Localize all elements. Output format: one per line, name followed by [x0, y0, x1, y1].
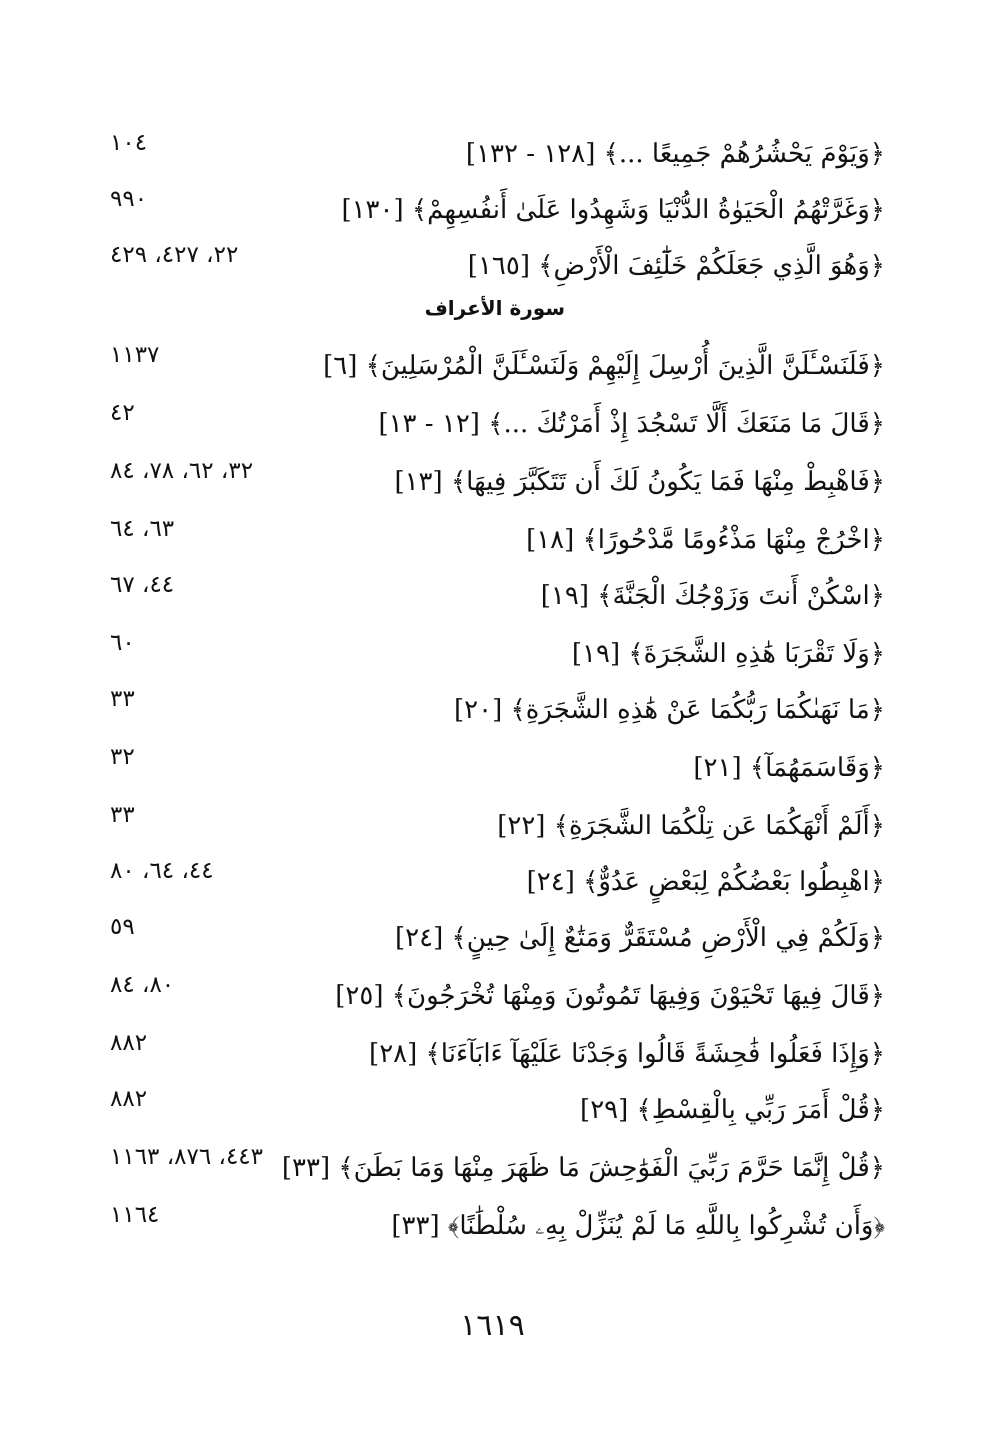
section-heading: سورة الأعراف — [424, 296, 565, 320]
index-entry — [110, 186, 885, 230]
verse-text: ﴿اهْبِطُوا بَعْضُكُمْ لِبَعْضٍ عَدُوٌّ﴾ [٢٤] — [526, 867, 885, 897]
verse-text: ﴿قَالَ مَا مَنَعَكَ أَلَّا تَسْجُدَ إِذْ أَمَرْتُكَ ...﴾ [١٢ - ١٣] — [378, 409, 885, 439]
verse-text: ﴿قَالَ فِيهَا تَحْيَوْنَ وَفِيهَا تَمُوتُونَ وَمِنْهَا تُخْرَجُونَ﴾ [٢٥] — [335, 981, 885, 1011]
verse-text: ﴿قُلْ إِنَّمَا حَرَّمَ رَبِّيَ الْفَوَٰحِشَ مَا ظَهَرَ مِنْهَا وَمَا بَطَنَ﴾ [٣٣] — [281, 1153, 885, 1183]
verse-text: ﴿اسْكُنْ أَنتَ وَزَوْجُكَ الْجَنَّةَ﴾ [١٩] — [540, 581, 885, 611]
page-references: ٨٨٢ — [110, 1030, 148, 1056]
verse-text: ﴿فَاهْبِطْ مِنْهَا فَمَا يَكُونُ لَكَ أَن تَتَكَبَّرَ فِيهَا﴾ [١٣] — [394, 467, 885, 497]
page-references: ٩٩٠ — [110, 186, 148, 212]
page-references: ١١٣٧ — [110, 342, 160, 368]
index-entry — [110, 914, 885, 958]
page-references: ٨٠، ٨٤ — [110, 972, 175, 998]
verse-text: ﴿وَغَرَّتْهُمُ الْحَيَوٰةُ الدُّنْيَا وَشَهِدُوا عَلَىٰ أَنفُسِهِمْ﴾ [١٣٠] — [341, 195, 885, 225]
verse-text: ﴿وَهُوَ الَّذِي جَعَلَكُمْ خَلَٰٓئِفَ الْأَرْضِ﴾ [١٦٥] — [467, 251, 885, 281]
page-references: ٢٢، ٤٢٧، ٤٢٩ — [110, 242, 239, 268]
page-references: ٦٣، ٦٤ — [110, 516, 175, 542]
verse-text: ﴿فَلَنَسْـَٔلَنَّ الَّذِينَ أُرْسِلَ إِلَيْهِمْ وَلَنَسْـَٔلَنَّ الْمُرْسَلِينَ﴾ [٦] — [323, 351, 885, 381]
index-entry — [110, 458, 885, 502]
index-entry — [110, 686, 885, 730]
index-entry — [110, 1144, 885, 1188]
verse-text: ﴿قُلْ أَمَرَ رَبِّي بِالْقِسْطِ﴾ [٢٩] — [580, 1095, 885, 1125]
page-references: ٨٨٢ — [110, 1086, 148, 1112]
index-entry — [110, 744, 885, 788]
verse-text: ﴿مَا نَهَىٰكُمَا رَبُّكُمَا عَنْ هَٰذِهِ الشَّجَرَةِ﴾ [٢٠] — [453, 695, 885, 725]
page-references: ١٠٤ — [110, 130, 148, 156]
index-entry — [110, 1030, 885, 1074]
page-references: ٤٤، ٦٤، ٨٠ — [110, 858, 214, 884]
page-references: ٣٢ — [110, 744, 135, 770]
verse-text: ﴿وَيَوْمَ يَحْشُرُهُمْ جَمِيعًا ...﴾ [١٢٨ - ١٣٢] — [465, 139, 885, 169]
page-number: ١٦١٩ — [460, 1308, 525, 1343]
page-references: ٣٣ — [110, 686, 135, 712]
verse-text: ﴿وَلَا تَقْرَبَا هَٰذِهِ الشَّجَرَةَ﴾ [١٩] — [571, 639, 885, 669]
page-references: ٦٠ — [110, 630, 135, 656]
verse-text: ﴿وَلَكُمْ فِي الْأَرْضِ مُسْتَقَرٌّ وَمَتَٰعٌ إِلَىٰ حِينٍ﴾ [٢٤] — [395, 923, 885, 953]
verse-text: ﴿أَلَمْ أَنْهَكُمَا عَن تِلْكُمَا الشَّجَرَةِ﴾ [٢٢] — [497, 811, 885, 841]
page-references: ٤٢ — [110, 400, 135, 426]
page-references: ٤٤٣، ٨٧٦، ١١٦٣ — [110, 1144, 264, 1170]
index-entry — [110, 242, 885, 286]
verse-text: ﴿اخْرُجْ مِنْهَا مَذْءُومًا مَّدْحُورًا﴾ [١٨] — [526, 525, 885, 555]
index-entry — [110, 802, 885, 846]
index-entry — [110, 972, 885, 1016]
index-entry — [110, 342, 885, 386]
verse-text: ﴿وَإِذَا فَعَلُوا فَٰحِشَةً قَالُوا وَجَدْنَا عَلَيْهَآ ءَابَآءَنَا﴾ [٢٨] — [369, 1039, 885, 1069]
page-references: ٣٢، ٦٢، ٧٨، ٨٤ — [110, 458, 254, 484]
index-entry — [110, 400, 885, 444]
index-entry — [110, 1086, 885, 1130]
index-entry — [110, 130, 885, 174]
verse-text: ﴿وَأَن تُشْرِكُوا بِاللَّهِ مَا لَمْ يُنَزِّلْ بِهِۦ سُلْطَٰنًا﴾ [٣٣] — [391, 1210, 885, 1241]
index-entry — [110, 858, 885, 902]
page-references: ٥٩ — [110, 914, 135, 940]
index-entry — [110, 572, 885, 616]
page-references: ٣٣ — [110, 802, 135, 828]
page-references: ١١٦٤ — [110, 1202, 160, 1228]
index-entry — [110, 630, 885, 674]
index-entry — [110, 1202, 885, 1246]
index-entry — [110, 516, 885, 560]
verse-text: ﴿وَقَاسَمَهُمَآ﴾ [٢١] — [693, 753, 885, 783]
page-references: ٤٤، ٦٧ — [110, 572, 175, 598]
